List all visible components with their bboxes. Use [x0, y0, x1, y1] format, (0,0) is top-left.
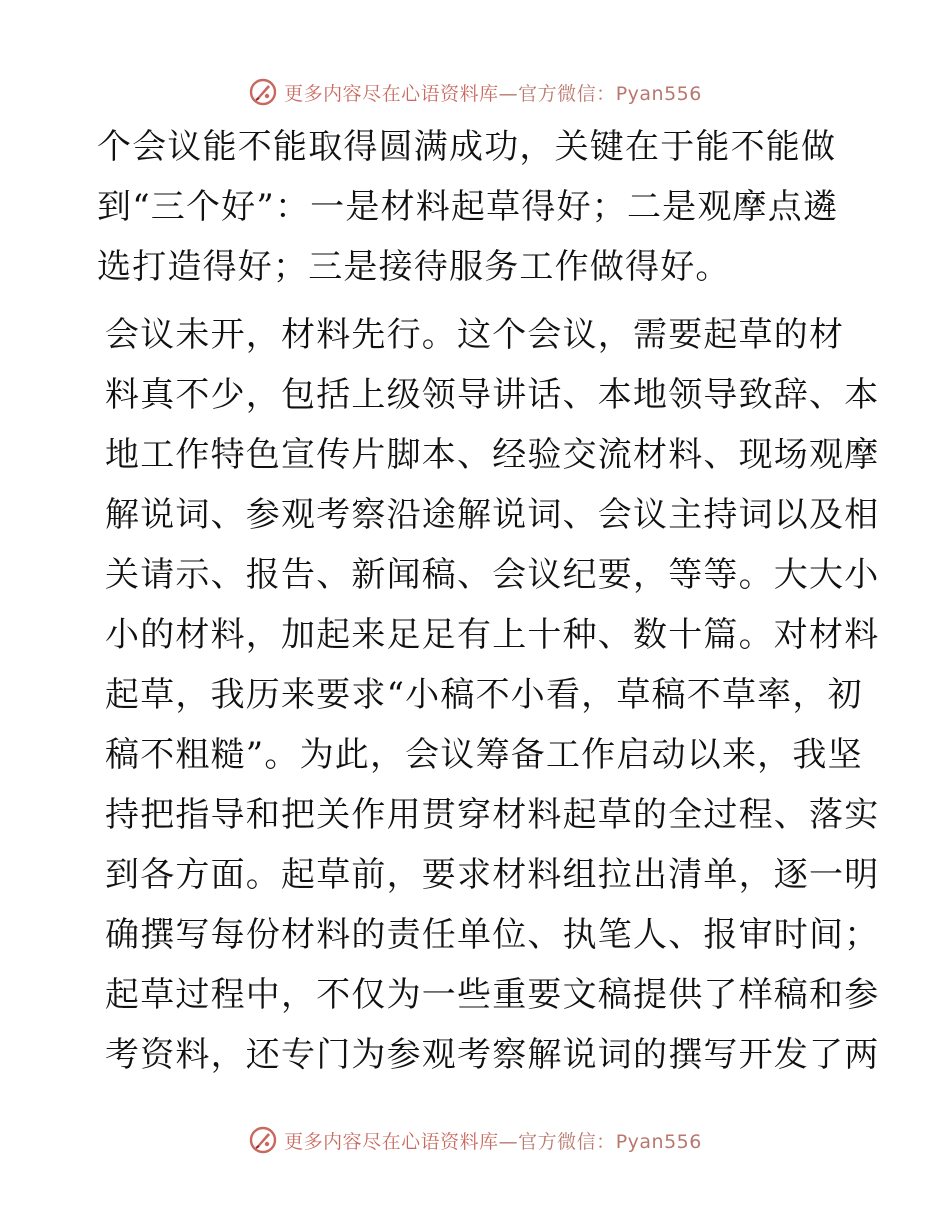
- text-line: 考资料，还专门为参观考察解说词的撰写开发了两: [105, 1035, 880, 1075]
- text-line: 到“三个好”：一是材料起草得好；二是观摩点遴: [97, 187, 839, 227]
- banner-separator: —: [498, 1130, 519, 1153]
- site-name: 更多内容尽在心语资料库: [284, 1130, 499, 1153]
- text-line: 起草，我历来要求“小稿不小看，草稿不草率，初: [105, 675, 863, 715]
- text-line: 到各方面。起草前，要求材料组拉出清单，逐一明: [105, 855, 880, 895]
- wechat-label: 官方微信：: [518, 82, 616, 105]
- document-body: [97, 117, 880, 1085]
- paragraph-2: [97, 305, 880, 1085]
- text-line: 关请示、报告、新闻稿、会议纪要，等等。大大小: [105, 555, 880, 595]
- text-line: 解说词、参观考察沿途解说词、会议主持词以及相: [105, 495, 880, 535]
- text-line: 选打造得好；三是接待服务工作做得好。: [97, 247, 731, 287]
- site-name: 更多内容尽在心语资料库: [284, 82, 499, 105]
- feather-pen-logo-icon: [248, 77, 278, 107]
- text-line: 持把指导和把关作用贯穿材料起草的全过程、落实: [105, 795, 880, 835]
- text-line: 会议未开，材料先行。这个会议，需要起草的材: [105, 315, 845, 355]
- feather-pen-logo-icon: [248, 1125, 278, 1155]
- wechat-id: Pyan556: [615, 1130, 702, 1153]
- banner-text: [284, 1127, 702, 1154]
- paragraph-1: [97, 117, 853, 297]
- text-line: 起草过程中，不仅为一些重要文稿提供了样稿和参: [105, 975, 880, 1015]
- text-line: 小的材料，加起来足足有上十种、数十篇。对材料: [105, 615, 880, 655]
- text-line: 确撰写每份材料的责任单位、执笔人、报审时间；: [105, 915, 880, 955]
- text-line: 个会议能不能取得圆满成功，关键在于能不能做: [97, 127, 837, 167]
- banner-separator: —: [498, 82, 519, 105]
- text-line: 稿不粗糙”。为此，会议筹备工作启动以来，我坚: [105, 735, 863, 775]
- banner-text: [284, 79, 702, 106]
- footer-banner: [0, 1120, 950, 1160]
- wechat-id: Pyan556: [615, 82, 702, 105]
- wechat-label: 官方微信：: [518, 1130, 616, 1153]
- text-line: 地工作特色宣传片脚本、经验交流材料、现场观摩: [105, 435, 880, 475]
- text-line: 料真不少，包括上级领导讲话、本地领导致辞、本: [105, 375, 880, 415]
- header-banner: [0, 72, 950, 112]
